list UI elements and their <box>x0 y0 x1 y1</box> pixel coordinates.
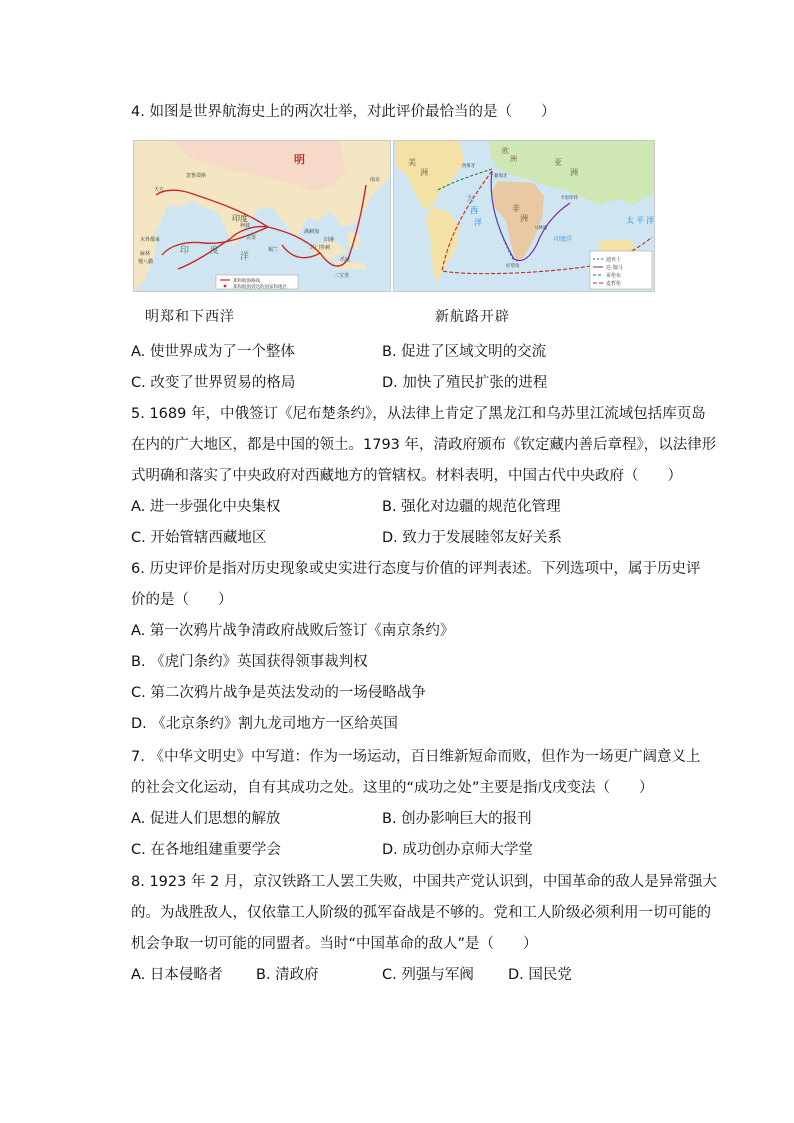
caption-new-routes: 新航路开辟 <box>435 309 510 325</box>
map-label: 好望角 <box>506 264 520 269</box>
map-label: 西班牙 <box>462 164 476 169</box>
map-label: 古里 <box>246 235 257 241</box>
map-label: 平 <box>636 216 644 225</box>
question-5-line: 在内的广大地区，都是中国的领土。1793 年，清政府颁布《钦定藏内善后章程》，以法律形 <box>131 437 717 453</box>
map-label: 卡里库特 <box>560 196 578 201</box>
q5-option-d[interactable]: D. 致力于发展睦邻友好关系 <box>382 530 562 546</box>
q5-option-a[interactable]: A. 进一步强化中央集权 <box>131 499 281 515</box>
q5-option-b[interactable]: B. 强化对边疆的规范化管理 <box>382 499 561 515</box>
question-5-line: 5. 1689 年，中俄签订《尼布楚条约》，从法律上肯定了黑龙江和乌苏里江流域包括库页岛 <box>131 406 706 422</box>
map-label: 洋 <box>646 216 654 225</box>
q8-option-d[interactable]: D. 国民党 <box>508 967 572 983</box>
question-6-line: 价的是（ ） <box>131 592 233 608</box>
legend-label: 麦哲伦 <box>606 281 622 287</box>
q7-option-d[interactable]: D. 成功创办京师大学堂 <box>382 842 533 858</box>
map-label: 天方 <box>154 187 165 193</box>
q6-option-b[interactable]: B. 《虎门条约》英国获得领事裁判权 <box>131 654 368 670</box>
question-4-stem: 4. 如图是世界航海史上的两次壮举，对此评价最恰当的是（ ） <box>131 104 556 120</box>
q7-option-c[interactable]: C. 在各地组建重要学会 <box>131 842 281 858</box>
map-label: 旧港 <box>324 237 335 243</box>
map-label: 度 <box>210 246 220 256</box>
map-label: 西 <box>470 206 478 215</box>
map-label: 洋 <box>474 218 482 227</box>
map-label: 锡兰 <box>268 247 279 253</box>
map-label: 洲 <box>520 214 528 223</box>
zhenghe-map-graphic <box>134 141 390 291</box>
legend-label: 郑和航海到达的国家和地区 <box>233 285 287 290</box>
map-label: 洲 <box>570 168 578 177</box>
map-label: 爪哇 <box>340 257 351 263</box>
question-6-line: 6. 历史评价是指对历史现象或史实进行态度与价值的评判表述。下列选项中，属于历史评 <box>131 561 701 577</box>
map-label: 南京 <box>370 177 381 183</box>
legend-label: 哥伦布 <box>606 273 622 279</box>
map-label: 印 <box>180 246 190 256</box>
new-sea-routes-map <box>393 140 655 292</box>
legend-label: 迪亚士 <box>606 257 622 263</box>
map-label: 洲 <box>510 155 517 163</box>
caption-zhenghe: 明郑和下西洋 <box>145 309 235 325</box>
question-8-line: 机会争取一切可能的同盟者。当时“中国革命的敌人”是（ ） <box>131 936 538 952</box>
map-label: 满剌加 <box>304 229 320 235</box>
map-label: 慢八撒 <box>138 259 154 265</box>
q4-option-a[interactable]: A. 使世界成为了一个整体 <box>131 344 295 360</box>
legend-label: 郑和航海路线 <box>233 279 260 284</box>
legend-label: 达·伽马 <box>606 265 623 271</box>
question-7-line: 的社会文化运动，自有其成功之处。这里的“成功之处”主要是指戊戌变法（ ） <box>131 780 654 796</box>
map-label: 太 <box>626 216 634 225</box>
q4-option-d[interactable]: D. 加快了殖民扩张的进程 <box>382 375 548 391</box>
map-label: 印度洋 <box>554 236 573 243</box>
map-label: 非 <box>512 204 520 213</box>
zhenghe-voyage-map <box>133 140 391 292</box>
q6-option-a[interactable]: A. 第一次鸦片战争清政府战败后签订《南京条约》 <box>131 623 455 639</box>
question-8-line: 8. 1923 年 2 月，京汉铁路工人罢工失败，中国共产党认识到，中国革命的敌人是异常强大 <box>131 874 717 890</box>
map-label: 美 <box>408 158 416 167</box>
map-label: 柯枝 <box>240 223 251 229</box>
question-5-line: 式明确和落实了中央政府对西藏地方的管辖权。材料表明，中国古代中央政府（ ） <box>131 468 682 484</box>
map-label-ming: 明 <box>294 153 305 166</box>
map-label: 麻林 <box>140 251 151 257</box>
q5-option-c[interactable]: C. 开始管辖西藏地区 <box>131 530 267 546</box>
map-label: 木骨都束 <box>140 237 161 243</box>
q4-option-c[interactable]: C. 改变了世界贸易的格局 <box>131 375 296 391</box>
q8-option-b[interactable]: B. 清政府 <box>256 967 319 983</box>
q7-option-b[interactable]: B. 创办影响巨大的报刊 <box>382 811 532 827</box>
map-label: 印度 <box>232 214 248 223</box>
map-label: 马林迪 <box>534 226 548 231</box>
q6-option-c[interactable]: C. 第二次鸦片战争是英法发动的一场侵略战争 <box>131 685 426 701</box>
map-label: 洋 <box>240 252 250 262</box>
q8-option-a[interactable]: A. 日本侵略者 <box>131 967 223 983</box>
question-8-line: 的。为战胜敌人，仅依靠工人阶级的孤军奋战是不够的。党和工人阶级必须利用一切可能的 <box>131 905 711 921</box>
map-label: 欧 <box>502 147 509 155</box>
map-label: 亚 <box>554 158 562 167</box>
q7-option-a[interactable]: A. 促进人们思想的解放 <box>131 811 281 827</box>
question-7-line: 7. 《中华文明史》中写道：作为一场运动，百日维新短命而败，但作为一场更广阔意义上 <box>131 749 701 765</box>
map-label: 忽鲁谟斯 <box>186 173 207 179</box>
new-routes-map-graphic <box>394 141 654 291</box>
q8-option-c[interactable]: C. 列强与军阀 <box>382 967 474 983</box>
map-label: 苏门答剌 <box>310 245 331 251</box>
map-label: 三宝垄 <box>334 273 350 279</box>
q6-option-d[interactable]: D. 《北京条约》割九龙司地方一区给英国 <box>131 716 398 732</box>
map-label: 大 <box>466 194 474 203</box>
map-label: 洲 <box>420 168 428 177</box>
map-label: 葡萄牙 <box>494 174 508 179</box>
q4-option-b[interactable]: B. 促进了区域文明的交流 <box>382 344 547 360</box>
